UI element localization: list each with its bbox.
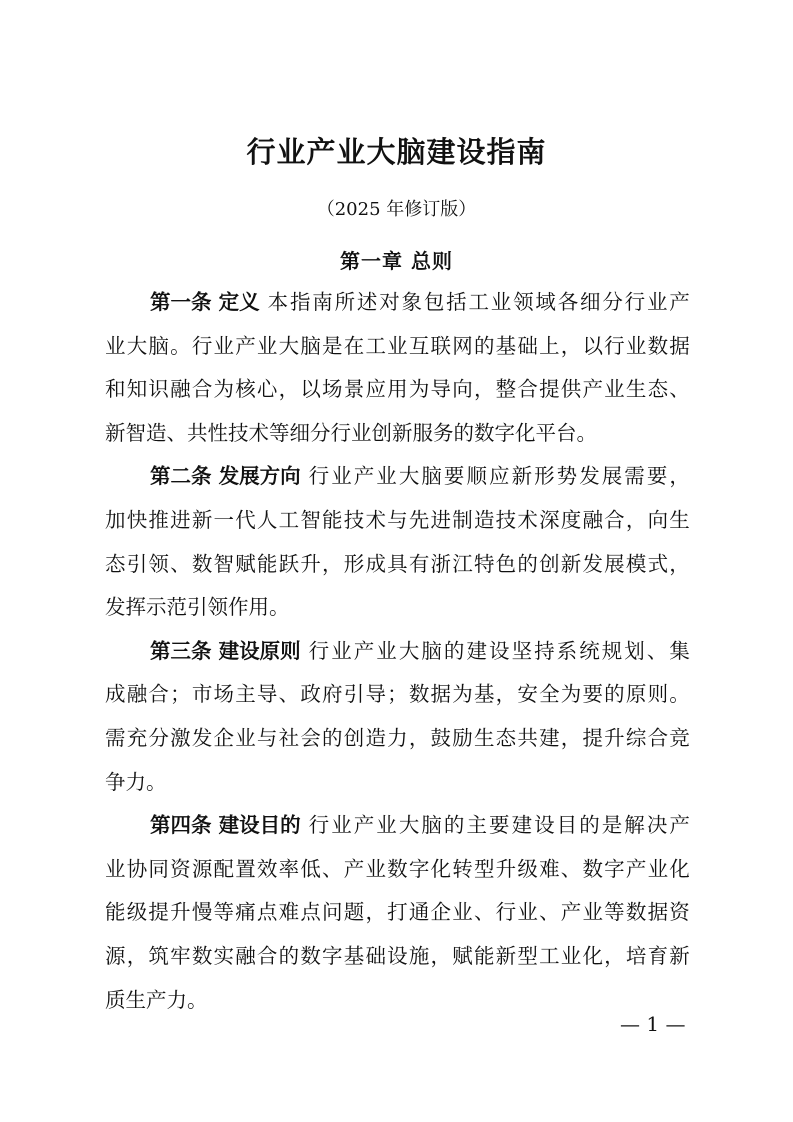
paragraph-line bbox=[105, 331, 690, 375]
line-text: 业 大 脑 。 行 业 产 业 大 脑 是 在 工 业 互 联 网 的 基 础 上 ， 以 行 业 数 据 bbox=[105, 333, 690, 358]
article-label: 第三条 建设原则 bbox=[150, 638, 301, 663]
line-text: 行 业 产 业 大 脑 的 建 设 坚 持 系 统 规 划 、 集 bbox=[308, 638, 690, 663]
paragraph-line bbox=[105, 854, 690, 898]
paragraph-line bbox=[105, 461, 690, 505]
line-text: 和 知 识 融 合 为 核 心 ， 以 场 景 应 用 为 导 向 ， 整 合 提 供 产 业 生 态 、 bbox=[105, 377, 690, 402]
paragraph-line bbox=[105, 767, 690, 811]
line-text: 争力。 bbox=[105, 769, 167, 794]
paragraph-line bbox=[105, 897, 690, 941]
line-text: 源 ， 筑 牢 数 实 融 合 的 数 字 基 础 设 施 ， 赋 能 新 型 工 业 化 ， 培 育 新 bbox=[105, 943, 690, 968]
paragraph-line bbox=[105, 810, 690, 854]
article-paragraph bbox=[105, 461, 690, 635]
document-body bbox=[105, 287, 690, 1028]
article-label: 第二条 发展方向 bbox=[150, 464, 301, 489]
article-label: 第一条 定义 bbox=[150, 290, 260, 314]
paragraph-line bbox=[105, 374, 690, 418]
line-text: 质生产力。 bbox=[105, 987, 208, 1012]
document-title: 行业产业大脑建设指南 bbox=[246, 135, 547, 169]
line-text: 态 引 领 、 数 智 赋 能 跃 升 ， 形 成 具 有 浙 江 特 色 的 创 新 发 展 模 式 ， bbox=[105, 551, 690, 576]
paragraph-line bbox=[105, 723, 690, 767]
paragraph-line bbox=[105, 985, 690, 1029]
paragraph-line bbox=[105, 418, 690, 462]
paragraph-line bbox=[105, 636, 690, 680]
paragraph-line bbox=[105, 287, 690, 331]
line-text: 发挥示范引领作用。 bbox=[105, 595, 290, 620]
paragraph-line bbox=[105, 549, 690, 593]
page-number: — 1 — bbox=[620, 1012, 686, 1036]
line-text: 新智造、共性技术等细分行业创新服务的数字化平台。 bbox=[105, 420, 597, 445]
paragraph-line bbox=[105, 941, 690, 985]
line-text: 能 级 提 升 慢 等 痛 点 难 点 问 题 ， 打 通 企 业 、 行 业 、 产 业 等 数 据 资 bbox=[105, 900, 690, 925]
article-paragraph bbox=[105, 636, 690, 810]
line-text: 行 业 产 业 大 脑 要 顺 应 新 形 势 发 展 需 要 ， bbox=[308, 464, 690, 489]
line-text: 行 业 产 业 大 脑 的 主 要 建 设 目 的 是 解 决 产 bbox=[308, 813, 690, 838]
line-text: 成 融 合 ； 市 场 主 导 、 政 府 引 导 ； 数 据 为 基 ， 安 全 为 要 的 原 则 。 bbox=[105, 682, 690, 707]
line-text: 本 指 南 所 述 对 象 包 括 工 业 领 域 各 细 分 行 业 产 bbox=[267, 290, 690, 314]
line-text: 需 充 分 激 发 企 业 与 社 会 的 创 造 力 ， 鼓 励 生 态 共 建 ， 提 升 综 合 竞 bbox=[105, 725, 690, 750]
article-paragraph bbox=[105, 287, 690, 461]
line-text: 业 协 同 资 源 配 置 效 率 低 、 产 业 数 字 化 转 型 升 级 难 、 数 字 产 业 化 bbox=[105, 856, 690, 881]
paragraph-line bbox=[105, 679, 690, 723]
paragraph-line bbox=[105, 505, 690, 549]
paragraph-line bbox=[105, 592, 690, 636]
chapter-heading: 第一章 总则 bbox=[340, 249, 453, 273]
line-text: 加 快 推 进 新 一 代 人 工 智 能 技 术 与 先 进 制 造 技 术 深 度 融 合 ， 向 生 bbox=[105, 507, 690, 532]
document-subtitle: （2025 年修订版） bbox=[316, 199, 477, 220]
article-label: 第四条 建设目的 bbox=[150, 813, 301, 838]
article-paragraph bbox=[105, 810, 690, 1028]
